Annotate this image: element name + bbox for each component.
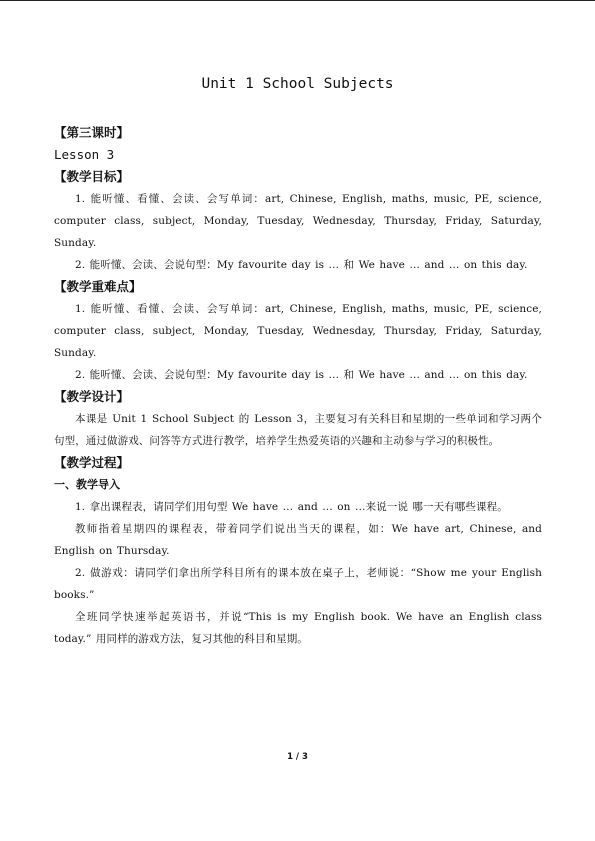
subheading-introduction: 一、教学导入 [54, 478, 120, 491]
section-heading-objectives: 【教学目标】 [54, 169, 130, 184]
top-rule [0, 0, 595, 1]
section-heading-key-points: 【教学重难点】 [54, 279, 142, 294]
key-point-item-1: 1. 能听懂、看懂、会读、会写单词：art, Chinese, English, maths, music, PE, science, computer class, subject, Monday, Tuesday, Wednesday, Thursday, Friday, Saturday, Sunday. [54, 303, 542, 359]
process-item-4: 全班同学快速举起英语书，并说“This is my English book. We have an English class today.” 用同样的游戏方法，复习其他的科目和星期。 [54, 611, 542, 645]
objective-item-2: 2. 能听懂、会读、会说句型：My favourite day is … 和 We have … and … on this day. [75, 259, 528, 271]
process-item-2: 教师指着星期四的课程表，带着同学们说出当天的课程，如：We have art, Chinese, and English on Thursday. [54, 523, 542, 557]
key-point-item-2: 2. 能听懂、会读、会说句型：My favourite day is … 和 We have … and … on this day. [75, 369, 528, 381]
document-title: Unit 1 School Subjects [201, 76, 394, 92]
section-heading-process: 【教学过程】 [54, 455, 130, 470]
section-heading-lesson-period: 【第三课时】 [54, 125, 130, 140]
page-number: 1 / 3 [287, 752, 308, 762]
lesson-label: Lesson 3 [54, 147, 115, 162]
section-heading-design: 【教学设计】 [54, 389, 130, 404]
objective-item-1: 1. 能听懂、看懂、会读、会写单词：art, Chinese, English, maths, music, PE, science, computer class, subject, Monday, Tuesday, Wednesday, Thursday, Friday, Saturday, Sunday. [54, 193, 542, 249]
process-item-1: 1. 拿出课程表，请同学们用句型 We have … and … on …来说一说 哪一天有哪些课程。 [75, 501, 508, 513]
process-item-3: 2. 做游戏：请同学们拿出所学科目所有的课本放在桌子上，老师说：“Show me your English books.” [54, 567, 542, 601]
design-paragraph: 本课是 Unit 1 School Subject 的 Lesson 3，主要复习有关科目和星期的一些单词和学习两个句型，通过做游戏、问答等方式进行教学，培养学生热爱英语的兴趣和主动参与学习的积极性。 [54, 413, 542, 447]
document-body [54, 122, 542, 650]
